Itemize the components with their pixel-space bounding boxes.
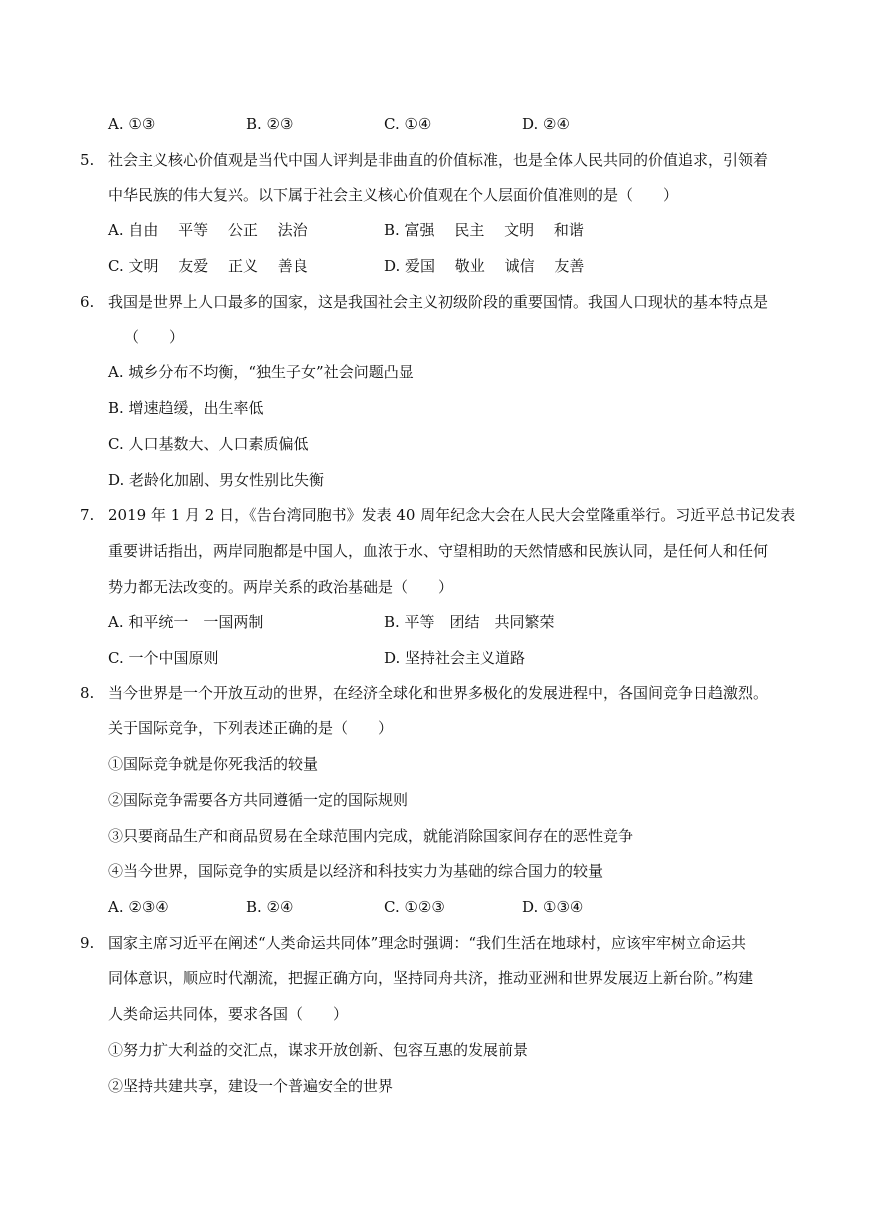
q6-stem-line-1: 我国是世界上人口最多的国家，这是我国社会主义初级阶段的重要国情。我国人口现状的基本特点是 <box>108 293 769 311</box>
q9-stem-line-3: 人类命运共同体，要求各国（ ） <box>108 1005 349 1023</box>
q8-option-d: D. ①③④ <box>522 898 584 916</box>
q5-option-d: D. 爱国 敬业 诚信 友善 <box>384 257 585 275</box>
q9-stem-line-2: 同体意识，顺应时代潮流，把握正确方向，坚持同舟共济，推动亚洲和世界发展迈上新台阶。”构建 <box>108 969 754 987</box>
q5-stem-line-2: 中华民族的伟大复兴。以下属于社会主义核心价值观在个人层面价值准则的是（ ） <box>108 186 679 204</box>
q4-option-a: A. ①③ <box>108 115 156 133</box>
q7-stem-line-2: 重要讲话指出，两岸同胞都是中国人，血浓于水、守望相助的天然情感和民族认同，是任何人和任何 <box>108 542 769 560</box>
q7-number: 7. <box>80 506 95 524</box>
q8-stem-line-1: 当今世界是一个开放互动的世界，在经济全球化和世界多极化的发展进程中，各国间竞争日趋激烈。 <box>108 684 769 702</box>
q6-option-d: D. 老龄化加剧、男女性别比失衡 <box>108 471 325 489</box>
q7-stem-line-1: 2019 年 1 月 2 日，《告台湾同胞书》发表 40 周年纪念大会在人民大会堂隆重举行。习近平总书记发表 <box>108 506 796 524</box>
q8-number: 8. <box>80 684 95 702</box>
q7-option-a: A. 和平统一 一国两制 <box>108 613 264 631</box>
q5-stem-line-1: 社会主义核心价值观是当代中国人评判是非曲直的价值标准，也是全体人民共同的价值追求，引领着 <box>108 151 769 169</box>
q6-stem-line-2: （ ） <box>124 328 185 346</box>
q5-number: 5. <box>80 151 95 169</box>
q6-option-a: A. 城乡分布不均衡，“独生子女”社会问题凸显 <box>108 363 414 381</box>
q9-number: 9. <box>80 934 95 952</box>
q5-option-b: B. 富强 民主 文明 和谐 <box>384 221 584 239</box>
q7-stem-line-3: 势力都无法改变的。两岸关系的政治基础是（ ） <box>108 578 454 596</box>
q8-option-c: C. ①②③ <box>384 898 445 916</box>
q4-option-b: B. ②③ <box>246 115 294 133</box>
q7-option-c: C. 一个中国原则 <box>108 649 219 667</box>
q7-option-b: B. 平等 团结 共同繁荣 <box>384 613 555 631</box>
q4-option-d: D. ②④ <box>522 115 570 133</box>
q9-statement-1: ①努力扩大利益的交汇点，谋求开放创新、包容互惠的发展前景 <box>108 1041 529 1059</box>
q5-option-a: A. 自由 平等 公正 法治 <box>108 221 308 239</box>
q8-statement-2: ②国际竞争需要各方共同遵循一定的国际规则 <box>108 791 409 809</box>
q8-statement-1: ①国际竞争就是你死我活的较量 <box>108 755 319 773</box>
q8-option-a: A. ②③④ <box>108 898 169 916</box>
q7-option-d: D. 坚持社会主义道路 <box>384 649 526 667</box>
q4-option-c: C. ①④ <box>384 115 432 133</box>
q5-option-c: C. 文明 友爱 正义 善良 <box>108 257 308 275</box>
q8-statement-3: ③只要商品生产和商品贸易在全球范围内完成，就能消除国家间存在的恶性竞争 <box>108 827 634 845</box>
q9-statement-2: ②坚持共建共享，建设一个普遍安全的世界 <box>108 1077 394 1095</box>
q8-statement-4: ④当今世界，国际竞争的实质是以经济和科技实力为基础的综合国力的较量 <box>108 862 604 880</box>
q9-stem-line-1: 国家主席习近平在阐述“人类命运共同体”理念时强调：“我们生活在地球村，应该牢牢树立命运共 <box>108 934 747 952</box>
q6-option-b: B. 增速趋缓，出生率低 <box>108 399 264 417</box>
q6-number: 6. <box>80 293 95 311</box>
q6-option-c: C. 人口基数大、人口素质偏低 <box>108 435 309 453</box>
q8-option-b: B. ②④ <box>246 898 294 916</box>
q8-stem-line-2: 关于国际竞争，下列表述正确的是（ ） <box>108 719 394 737</box>
